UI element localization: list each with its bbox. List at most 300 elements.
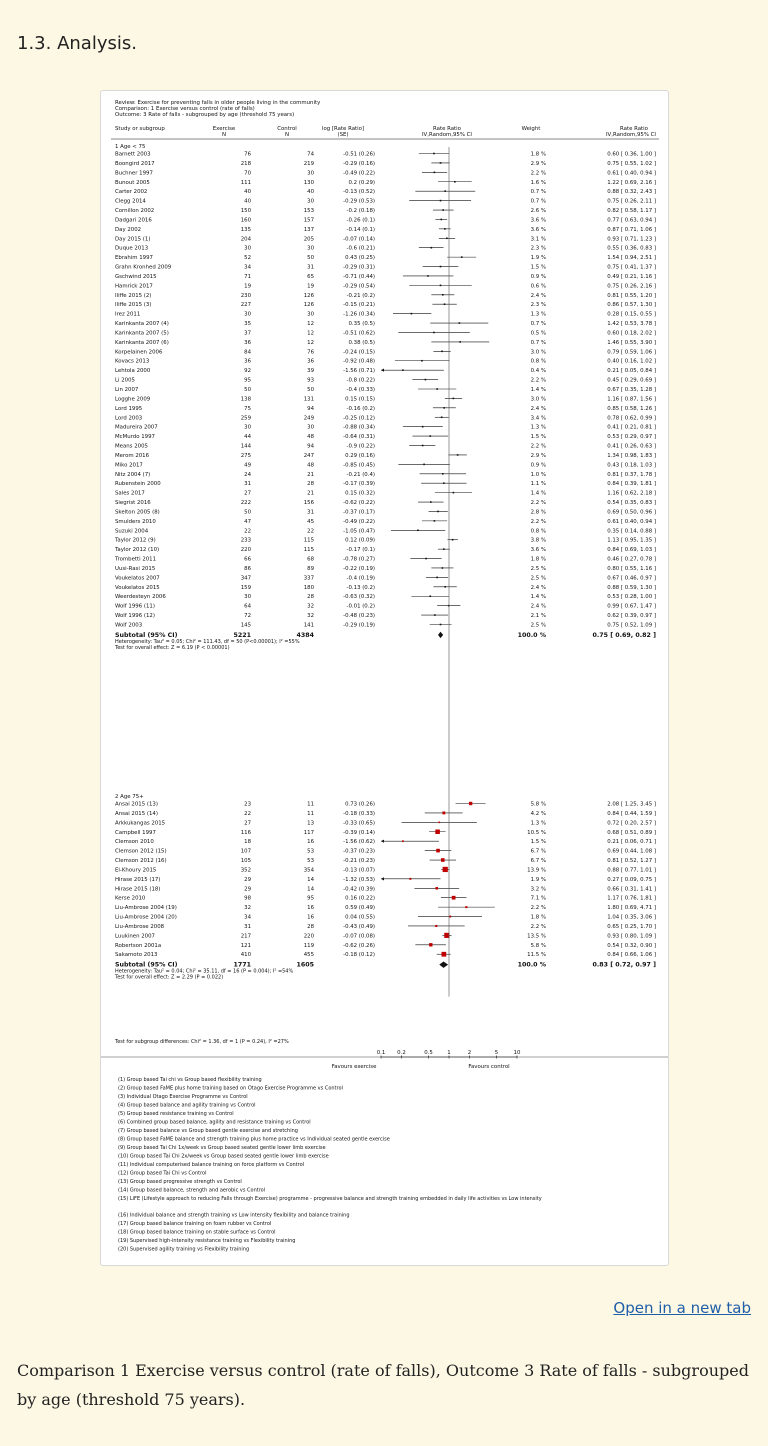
study-log-rr: -0.49 (0.22) [343,170,375,177]
x-axis-tick-label: 1 [447,1050,451,1056]
study-exercise-n: 30 [244,594,251,601]
study-weight: 13.5 % [527,933,546,940]
study-name: Karinkanta 2007 (4) [115,321,169,328]
study-control-n: 11 [307,810,314,817]
footnote: (15) LiFE (Lifestyle approach to reducing Falls through Exercise) programme - progressive balance and strength training embedded in daily life activities vs Low intensity [118,1196,542,1202]
study-point-estimate [429,595,431,597]
study-log-rr: -0.18 (0.33) [343,810,375,817]
study-name: Liu-Ambrose 2004 (19) [115,905,177,912]
footnote: (1) Group based Tai chi vs Group based flexibility training [118,1077,262,1083]
subtotal-label: Subtotal (95% CI) [115,631,178,639]
study-log-rr: -0.01 (0.2) [346,603,375,610]
study-log-rr: -0.39 (0.14) [343,829,375,836]
study-log-rr: -1.56 (0.71) [343,368,375,375]
study-name: Cornillon 2002 [115,208,155,215]
col-study-header: Study or subgroup [115,126,165,132]
study-control-n: 76 [307,349,314,356]
subtotal-weight: 100.0 % [517,631,546,639]
study-exercise-n: 22 [244,810,251,817]
study-log-rr: -0.16 (0.2) [346,405,375,412]
study-log-rr: -1.05 (0.47) [343,528,375,535]
study-point-estimate [443,867,448,872]
study-name: Trombetti 2011 [115,556,157,563]
study-rate-ratio: 0.75 [ 0.26, 2.16 ] [607,283,656,290]
study-log-rr: -0.17 (0.39) [343,481,375,488]
study-rate-ratio: 0.72 [ 0.20, 2.57 ] [607,820,656,827]
study-exercise-n: 92 [244,368,251,375]
study-log-rr: -0.21 (0.4) [346,471,375,478]
study-rate-ratio: 0.66 [ 0.31, 1.41 ] [607,886,656,893]
overall-effect-text: Test for overall effect: Z = 2.29 (P = 0.022) [115,974,224,981]
study-weight: 11.5 % [527,952,546,959]
study-weight: 2.1 % [530,613,546,620]
study-exercise-n: 160 [240,217,251,224]
study-rate-ratio: 0.43 [ 0.18, 1.03 ] [607,462,656,469]
study-control-n: 11 [307,801,314,808]
study-rate-ratio: 0.87 [ 0.71, 1.06 ] [607,226,656,233]
footnote: (14) Group based balance, strength and aerobic vs Control [118,1187,266,1194]
study-name: Irez 2011 [115,311,141,318]
study-point-estimate [446,237,448,239]
study-point-estimate [440,266,442,268]
study-control-n: 16 [307,914,314,921]
study-control-n: 219 [303,160,314,167]
x-axis-tick-label: 5 [494,1050,499,1056]
study-log-rr: 0.2 (0.29) [348,179,375,186]
study-name: Skelton 2005 (8) [115,509,160,516]
study-name: Voukelatos 2015 [115,584,160,591]
study-point-estimate [441,416,443,418]
study-exercise-n: 27 [244,490,251,497]
study-log-rr: -0.14 (0.1) [346,226,375,233]
study-rate-ratio: 0.93 [ 0.80, 1.09 ] [607,933,656,940]
study-rate-ratio: 1.34 [ 0.98, 1.83 ] [607,452,656,459]
study-rate-ratio: 0.84 [ 0.44, 1.59 ] [607,810,656,817]
study-log-rr: -0.92 (0.48) [343,358,375,365]
study-rate-ratio: 0.53 [ 0.28, 1.00 ] [607,594,656,601]
study-exercise-n: 230 [240,292,251,299]
study-control-n: 130 [303,179,314,186]
study-name: Sakamoto 2013 [115,952,158,959]
study-point-estimate [431,247,433,249]
study-name: Clegg 2014 [115,198,146,205]
study-control-n: 220 [303,933,314,940]
study-point-estimate [454,181,456,183]
study-control-n: 94 [307,405,314,412]
study-control-n: 12 [307,321,314,328]
study-log-rr: 0.43 (0.25) [345,255,375,262]
study-log-rr: -1.56 (0.62) [343,839,375,846]
study-point-estimate [442,209,444,211]
study-log-rr: -0.4 (0.19) [346,575,375,582]
footnote: (19) Supervised high-intensity resistance training vs Flexibility training [118,1238,296,1244]
study-point-estimate [441,351,443,353]
study-rate-ratio: 0.21 [ 0.06, 0.71 ] [607,839,656,846]
col-control-sub: N [284,132,290,138]
x-axis-tick-label: 10 [513,1050,521,1056]
study-point-estimate [435,925,437,927]
study-rate-ratio: 0.45 [ 0.29, 0.69 ] [607,377,656,384]
heterogeneity-text: Heterogeneity: Tau² = 0.05; Chi² = 111.43, df = 50 (P<0.00001); I² =55% [115,638,300,645]
study-control-n: 28 [307,594,314,601]
study-exercise-n: 34 [244,914,251,921]
study-control-n: 12 [307,330,314,337]
favours-exercise-label: Favours exercise [331,1064,377,1070]
study-point-estimate [442,567,444,569]
study-weight: 0.6 % [530,283,546,290]
footnote: (9) Group based Tai Chi 1x/week vs Group based seated gentle lower limb exercise [118,1145,326,1151]
study-weight: 1.5 % [530,264,546,271]
study-rate-ratio: 1.22 [ 0.69, 2.16 ] [607,179,656,186]
overall-effect-text: Test for overall effect: Z = 6.19 (P < 0.00001) [115,644,230,651]
study-weight: 2.9 % [530,160,546,167]
study-weight: 1.4 % [530,490,546,497]
study-control-n: 141 [303,622,314,629]
study-control-n: 14 [307,876,314,883]
study-control-n: 115 [303,537,314,544]
study-point-estimate [452,539,454,541]
study-weight: 6.7 % [530,848,546,855]
study-exercise-n: 35 [244,321,251,328]
study-control-n: 153 [303,208,314,215]
study-rate-ratio: 0.78 [ 0.62, 0.99 ] [607,415,656,422]
study-point-estimate [442,294,444,296]
study-log-rr: -0.15 (0.21) [343,302,375,309]
study-rate-ratio: 0.54 [ 0.32, 0.90 ] [607,942,656,949]
study-name: Wolf 1996 (12) [115,613,155,620]
study-name: Weerdesteyn 2006 [115,594,166,601]
study-rate-ratio: 0.60 [ 0.18, 2.02 ] [607,330,656,337]
study-name: Ansai 2015 (14) [115,810,158,817]
study-rate-ratio: 1.42 [ 0.53, 3.78 ] [607,321,656,328]
study-control-n: 119 [303,942,314,949]
study-point-estimate [440,285,442,287]
study-control-n: 126 [303,302,314,309]
study-exercise-n: 29 [244,876,251,883]
footnote: (2) Group based FaME plus home training based on Otago Exercise Programme vs Control [118,1085,343,1092]
study-log-rr: -0.13 (0.07) [343,867,375,874]
study-log-rr: -0.21 (0.2) [346,292,375,299]
study-control-n: 12 [307,339,314,346]
study-exercise-n: 72 [244,613,251,620]
study-point-estimate [409,878,411,880]
study-point-estimate [422,445,424,447]
study-name: Li 2005 [115,377,135,384]
study-rate-ratio: 0.61 [ 0.40, 0.94 ] [607,518,656,525]
col-exercise-sub: N [221,132,227,138]
study-name: Grahn Kronhed 2009 [115,264,172,271]
study-control-n: 31 [307,509,314,516]
study-weight: 1.3 % [530,424,546,431]
study-log-rr: -0.88 (0.34) [343,424,375,431]
footnote: (5) Group based resistance training vs Control [118,1111,234,1117]
study-name: Campbell 1997 [115,829,156,836]
study-weight: 3.6 % [530,226,546,233]
study-weight: 6.7 % [530,858,546,865]
study-control-n: 30 [307,311,314,318]
col-rr-plot-header: Rate Ratio [433,126,461,132]
study-point-estimate [449,916,451,918]
study-name: Siegrist 2016 [115,500,151,507]
study-log-rr: 0.73 (0.26) [345,801,375,808]
study-exercise-n: 30 [244,245,251,252]
study-point-estimate [452,896,456,900]
study-log-rr: -0.62 (0.22) [343,500,375,507]
study-rate-ratio: 0.67 [ 0.46, 0.97 ] [607,575,656,582]
study-control-n: 14 [307,886,314,893]
study-point-estimate [444,586,446,588]
open-in-new-tab-link[interactable]: Open in a new tab [613,1299,751,1317]
study-name: Kovacs 2013 [115,358,150,365]
study-log-rr: -0.33 (0.65) [343,820,375,827]
study-control-n: 30 [307,245,314,252]
study-weight: 1.1 % [530,481,546,488]
study-rate-ratio: 0.86 [ 0.57, 1.30 ] [607,302,656,309]
study-control-n: 19 [307,283,314,290]
study-rate-ratio: 0.55 [ 0.36, 0.83 ] [607,245,656,252]
study-control-n: 94 [307,443,314,450]
col-control-header: Control [277,126,297,132]
study-name: Liu-Ambrose 2008 [115,923,165,930]
study-exercise-n: 105 [240,858,251,865]
heterogeneity-text: Heterogeneity: Tau² = 0.04; Chi² = 35.11, df = 16 (P = 0.004); I² =54% [115,968,294,975]
study-point-estimate [442,473,444,475]
study-point-estimate [425,558,427,560]
study-name: Iliffe 2015 (3) [115,302,152,309]
study-log-rr: -0.4 (0.33) [346,387,375,393]
study-name: Hirase 2015 (17) [115,876,161,883]
study-exercise-n: 32 [244,905,251,912]
study-rate-ratio: 0.88 [ 0.32, 2.43 ] [607,189,656,196]
study-point-estimate [444,228,446,230]
study-name: Duque 2013 [115,245,149,252]
footnote: (8) Group based FaME balance and strength training plus home practice vs Individual seated gentle exercise [118,1136,390,1143]
study-rate-ratio: 0.77 [ 0.63, 0.94 ] [607,217,656,224]
study-control-n: 249 [303,415,314,422]
study-name: Merom 2016 [115,452,150,459]
section-title: 1.3. Analysis. [17,33,137,54]
study-log-rr: 0.35 (0.5) [348,321,375,328]
study-name: Barnett 2003 [115,151,151,158]
study-weight: 3.0 % [530,396,546,403]
study-rate-ratio: 1.04 [ 0.35, 3.06 ] [607,914,656,921]
study-log-rr: -0.48 (0.23) [343,613,375,620]
study-weight: 0.4 % [530,368,546,375]
study-name: Smulders 2010 [115,518,156,525]
study-exercise-n: 410 [240,952,251,959]
study-name: Logghe 2009 [115,396,151,403]
study-control-n: 30 [307,424,314,431]
study-weight: 2.2 % [530,923,546,930]
study-exercise-n: 50 [244,509,251,516]
study-control-n: 21 [307,490,314,497]
study-rate-ratio: 0.40 [ 0.16, 1.02 ] [607,358,656,365]
study-point-estimate [443,482,445,484]
study-weight: 2.3 % [530,302,546,309]
study-exercise-n: 222 [240,500,251,507]
review-label: Review: Exercise for preventing falls in older people living in the community [115,100,321,106]
study-point-estimate [421,360,423,362]
study-name: Karinkanta 2007 (5) [115,330,169,337]
study-weight: 2.4 % [530,584,546,591]
study-control-n: 115 [303,547,314,554]
study-weight: 5.8 % [530,942,546,949]
study-exercise-n: 107 [240,848,251,855]
study-weight: 1.8 % [530,151,546,158]
study-rate-ratio: 0.54 [ 0.35, 0.83 ] [607,500,656,507]
study-weight: 7.1 % [530,895,546,902]
study-rate-ratio: 0.84 [ 0.69, 1.03 ] [607,547,656,554]
study-control-n: 247 [303,452,314,459]
study-exercise-n: 44 [244,434,251,441]
study-control-n: 354 [303,867,314,874]
study-weight: 1.5 % [530,434,546,441]
study-log-rr: -0.2 (0.18) [346,208,375,215]
study-name: Clemson 2012 (15) [115,848,167,855]
study-log-rr: -1.32 (0.53) [343,876,375,883]
study-log-rr: -0.13 (0.52) [343,189,375,196]
study-point-estimate [441,952,446,957]
study-log-rr: -0.6 (0.21) [346,245,375,252]
study-name: Taylor 2012 (9) [115,537,156,544]
footnote: (12) Group based Tai Chi vs Control [118,1170,207,1177]
study-log-rr: -1.26 (0.34) [343,311,375,318]
study-weight: 1.4 % [530,594,546,601]
study-exercise-n: 64 [244,603,251,610]
study-rate-ratio: 0.53 [ 0.29, 0.97 ] [607,434,656,441]
study-control-n: 28 [307,923,314,930]
study-rate-ratio: 0.84 [ 0.39, 1.81 ] [607,481,656,488]
footnote: (16) Individual balance and strength training vs Low intensity flexibility and balance training [118,1212,350,1219]
study-weight: 2.5 % [530,575,546,582]
study-name: Miko 2017 [115,462,143,469]
study-exercise-n: 52 [244,255,251,262]
study-weight: 3.4 % [530,415,546,422]
study-weight: 0.9 % [530,462,546,469]
study-log-rr: 0.16 (0.22) [345,895,375,902]
study-control-n: 68 [307,556,314,563]
study-exercise-n: 144 [240,443,251,450]
study-name: Carter 2002 [115,189,148,196]
subgroup-title: 1 Age < 75 [115,144,146,150]
study-exercise-n: 24 [244,471,251,478]
x-axis-tick-label: 0.2 [397,1050,406,1056]
study-exercise-n: 275 [240,452,251,459]
study-rate-ratio: 0.93 [ 0.71, 1.23 ] [607,236,656,243]
study-rate-ratio: 0.28 [ 0.15, 0.55 ] [607,311,656,318]
study-exercise-n: 135 [240,226,251,233]
study-name: Luukinen 2007 [115,933,155,940]
study-control-n: 16 [307,839,314,846]
study-rate-ratio: 0.80 [ 0.55, 1.16 ] [607,565,656,572]
study-log-rr: -0.71 (0.44) [343,273,375,280]
footnote: (6) Combined group based balance, agility and resistance training vs Control [118,1119,311,1126]
study-exercise-n: 23 [244,801,251,808]
study-exercise-n: 37 [244,330,251,337]
study-rate-ratio: 0.41 [ 0.26, 0.63 ] [607,443,656,450]
study-control-n: 13 [307,820,314,827]
study-weight: 13.9 % [527,867,546,874]
study-point-estimate [440,624,442,626]
footnote: (17) Group based balance training on foam rubber vs Control [118,1221,272,1227]
study-name: Madureira 2007 [115,424,158,431]
study-log-rr: -0.29 (0.54) [343,283,375,290]
subtotal-diamond [439,961,448,967]
subtotal-control-n: 1605 [296,961,314,969]
study-rate-ratio: 0.60 [ 0.36, 1.00 ] [607,151,656,158]
study-name: Suzuki 2004 [115,528,149,535]
study-control-n: 205 [303,236,314,243]
study-point-estimate [429,943,432,946]
study-exercise-n: 70 [244,170,251,177]
comparison-label: Comparison: 1 Exercise versus control (rate of falls) [115,106,255,112]
x-axis-tick-label: 2 [467,1050,472,1056]
study-log-rr: -0.63 (0.32) [343,594,375,601]
study-name: Korpelainen 2006 [115,349,163,356]
study-control-n: 455 [303,952,314,959]
study-weight: 2.2 % [530,377,546,384]
study-log-rr: -0.51 (0.26) [343,151,375,158]
study-point-estimate [436,388,438,390]
study-weight: 3.2 % [530,886,546,893]
study-control-n: 21 [307,471,314,478]
study-control-n: 48 [307,434,314,441]
study-control-n: 65 [307,273,314,280]
x-axis-tick-label: 0.5 [424,1050,433,1056]
study-weight: 2.4 % [530,292,546,299]
study-point-estimate [440,200,442,202]
study-exercise-n: 36 [244,358,251,365]
study-exercise-n: 150 [240,208,251,215]
study-control-n: 53 [307,858,314,865]
study-exercise-n: 76 [244,151,251,158]
study-ci-line-arrow [381,840,384,843]
study-exercise-n: 40 [244,189,251,196]
study-control-n: 53 [307,848,314,855]
favours-control-label: Favours control [468,1064,510,1070]
study-log-rr: -0.29 (0.31) [343,264,375,271]
study-name: Uusi-Rasi 2015 [115,565,156,572]
study-control-n: 131 [303,396,314,403]
col-exercise-header: Exercise [212,126,236,132]
study-point-estimate [465,906,467,908]
study-exercise-n: 84 [244,349,251,356]
study-name: Sales 2017 [115,490,145,497]
study-name: Clemson 2010 [115,839,154,846]
study-weight: 1.9 % [530,876,546,883]
study-exercise-n: 30 [244,424,251,431]
study-exercise-n: 36 [244,339,251,346]
study-exercise-n: 347 [240,575,251,582]
study-rate-ratio: 0.81 [ 0.37, 1.78 ] [607,471,656,478]
forest-plot-figure [100,90,669,1266]
study-log-rr: -0.42 (0.39) [343,886,375,893]
footnote: (13) Group based progressive strength vs Control [118,1179,242,1185]
study-log-rr: -0.26 (0.1) [346,217,375,224]
study-weight: 3.6 % [530,547,546,554]
study-weight: 4.2 % [530,810,546,817]
study-control-n: 36 [307,358,314,365]
subgroup-differences-text: Test for subgroup differences: Chi² = 1.36, df = 1 (P = 0.24), I² =27% [115,1039,289,1045]
study-point-estimate [443,407,445,409]
study-control-n: 74 [307,151,314,158]
study-rate-ratio: 0.69 [ 0.50, 0.96 ] [607,509,656,516]
study-point-estimate [461,256,463,258]
study-point-estimate [433,153,435,155]
study-log-rr: -0.78 (0.27) [343,556,375,563]
study-rate-ratio: 0.85 [ 0.58, 1.26 ] [607,405,656,412]
footnote: (18) Group based balance training on stable surface vs Control [118,1229,276,1236]
